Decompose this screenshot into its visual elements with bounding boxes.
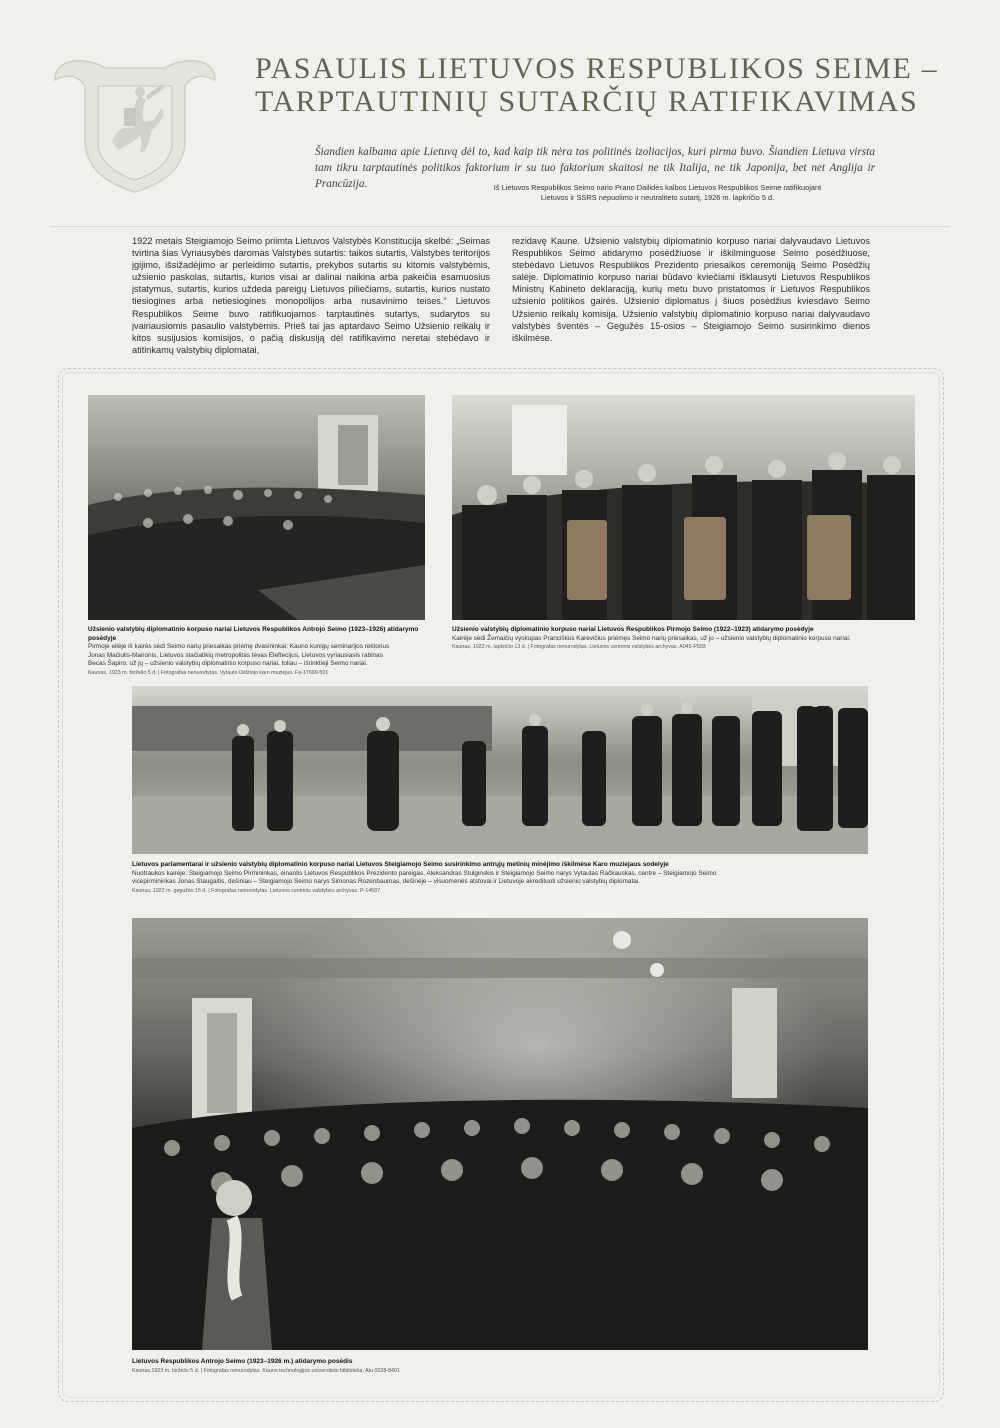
photo-first-seimas-diplomats (452, 395, 915, 620)
caption-2-line: Kairėje sėdi Žemaičių vyskupas Pranciškus Karevičius priėmęs Seimo narių priesaikas, už jo – užsienio valstybių diplomatinio korpuso nariai. (452, 634, 851, 642)
page-title (255, 52, 955, 118)
body-text-column-1: 1922 metais Steigiamojo Seimo priimta Lietuvos Valstybės Konstitucija skelbė: „Seimas tvirtina šias Vyriausybės daromas Valstybės sutartis: taikos sutartis, Valstybės teritorijos įgijimo, išsižadėjimo ar perleidimo sutartis, prekybos sutartis su kitomis valstybėmis, užsienio paskolas, sutartis, kurios visai ar dalinai naikina arba pakeičia esamuosius įstatymus, sutartis, kurios uždeda pareigų Lietuvos piliečiams, sutartis, kurios nustato tiesiogines arba netiesiogines monopolijos arba nusavinimo teises.“ Lietuvos Respublikos Seime buvo ratifikuojamos tarptautinės sutartys, sudarytos su įvairiausiomis pasaulio valstybėmis. Prieš tai jas aptardavo Seimo Užsienio reikalų ir kitos susijusios komisijos, o pačią diskusiją dėl ratifikavimo neretai stebėdavo ir atitinkamų valstybių diplomatai, (132, 236, 490, 355)
caption-3-line: vicepirmininkas Jonas Staugaitis, dešiniau – Steigiamojo Seimo narys Simonas Rozenbaumas, dešinėje – visuomenės atstovai ir Lietuvoje akredituoti užsienio valstybių diplomatai. (132, 878, 640, 886)
body-text-column-2: rezidavę Kaune. Užsienio valstybių diplomatinio korpuso nariai dalyvaudavo Lietuvos Respublikos Seimo atidarymo posėdžiuose ir iškilminguose Seimo posėdžiuose, stebėdavo Lietuvos Respublikos Prezidento priesaikos ceremoniją Seimo Posėdžių salėje. Diplomatinio korpuso nariai būdavo kviečiami išklausyti Lietuvos Respublikos Ministrų Kabineto deklaraciją, kurių metu buvo pristatomos ir Lietuvos Respublikos užsienio politikos gairės. Užsienio diplomatus į šiuos posėdžius kviesdavo Seimo Užsienio reikalų komisija. Užsienio valstybių diplomatinio korpuso nariai dalyvaudavo valstybės šventės – Gegužės 15-osios – Steigiamojo Seimo susirinkimo dienos iškilmėse. (512, 236, 870, 343)
title-line-2: TARPTAUTINIŲ SUTARČIŲ RATIFIKAVIMAS (255, 85, 919, 118)
photo-war-museum-garden (132, 686, 868, 854)
caption-3-source: Kaunas, 1922 m. gegužės 15 d. | Fotografas nenurodytas. Lietuvos centrinis valstybės archyvas. P-14587 (132, 887, 381, 894)
caption-4-source: Kaunas,1923 m. birželio 5 d. | Fotografas nenurodytas. Kauno technologijos universiteto biblioteka. Atu 0028-8401 (132, 1367, 400, 1374)
caption-1-source: Kaunas, 1923 m. birželio 5 d. | Fotografas nenurodytas. Vytauto Didžiojo karo muziejus. Fa-17699-501 (88, 669, 329, 676)
caption-photo-2 (452, 626, 922, 652)
epigraph-quote: Šiandien kalbama apie Lietuvą dėl to, kad kaip tik nėra tos politinės izoliacijos, kuri pirma buvo. Šiandien Lietuva virsta tam tikru tarptautinės politikos faktorium ir su tuo faktorium skaitosi ne tik Italija, ne tik Japonija, bet net Anglija ir Prancūzija. (315, 146, 875, 190)
caption-1-title: Užsienio valstybių diplomatinio korpuso nariai Lietuvos Respublikos Antrojo Seimo (1923–1926) atidarymo posėdyje (88, 626, 419, 642)
caption-photo-1 (88, 626, 433, 678)
caption-photo-4 (132, 1358, 872, 1375)
photo-second-seimas-diplomats (88, 395, 425, 620)
caption-photo-3 (132, 861, 872, 895)
divider (50, 226, 950, 227)
quote-attribution: Iš Lietuvos Respublikos Seimo nario Prano Dailidės kalbos Lietuvos Respublikos Seime ratifikuojant Lietuvos ir SSRS nepuolimo ir neutraliteto sutartį, 1926 m. lapkričio 5 d. (493, 183, 822, 202)
caption-2-title: Užsienio valstybių diplomatinio korpuso nariai Lietuvos Respublikos Pirmojo Seimo (1922–1923) atidarymo posėdyje (452, 626, 814, 633)
caption-2-source: Kaunas, 1922 m. lapkričio 13 d. | Fotografas nenurodytas. Lietuvos centrinis valstybės archyvas. A045-P503 (452, 644, 706, 651)
caption-4-title: Lietuvos Respublikos Antrojo Seimo (1923–1926 m.) atidarymo posėdis (132, 1358, 353, 1365)
vytis-coat-of-arms-icon (50, 50, 220, 195)
caption-3-line: Nuotraukos kairėje: Steigiamojo Seimo Pirmininkas, einantis Lietuvos Respublikos Prezidento pareigas, Aleksandras Stulginskis ir Steigiamojo Seimo narys Vytautas Račkauskas, centre – Steigiamojo Seimo (132, 869, 717, 877)
caption-1-line: Jonas Mačiulis-Maironis, Lietuvos stačiatikių metropolitas tėvas Eleftecijus, Lietuvos vyriausiasis rabinas (88, 651, 383, 659)
title-line-1: PASAULIS LIETUVOS RESPUBLIKOS SEIME – (255, 52, 939, 85)
caption-1-line: Becas Šapiro, už jų – užsienio valstybių diplomatinio korpuso nariai, toliau – išrinktieji Seimo nariai. (88, 660, 368, 668)
caption-3-title: Lietuvos parlamentarai ir užsienio valstybių diplomatinio korpuso nariai Lietuvos Steigiamojo Seimo susirinkimo antrųjų metinių minėjimo iškilmėse Karo muziejaus sodelyje (132, 861, 669, 868)
photo-second-seimas-opening-hall (132, 918, 868, 1350)
caption-1-line: Pirmoje eilėje iš kairės sėdi Seimo narių priesaikas priėmę dvasininkai: Kauno kunigų seminarijos rektorius (88, 643, 390, 651)
